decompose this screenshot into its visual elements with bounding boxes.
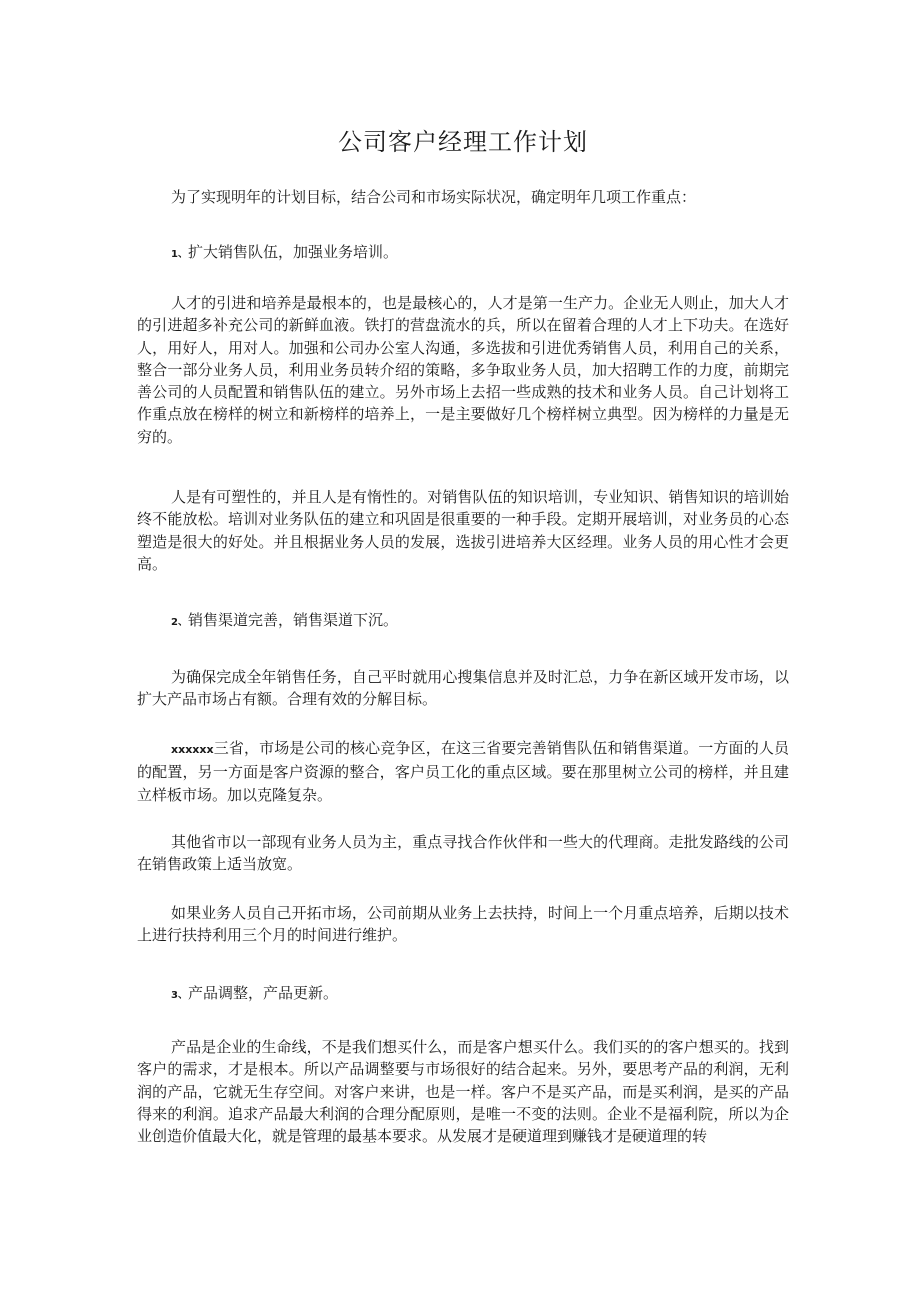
document-title: 公司客户经理工作计划 bbox=[338, 128, 588, 156]
section-1-number: 1、 bbox=[171, 249, 188, 260]
section-1-heading bbox=[171, 241, 398, 266]
section-2-heading-text: 销售渠道完善，销售渠道下沉。 bbox=[187, 611, 398, 629]
section-1-heading-text: 扩大销售队伍，加强业务培训。 bbox=[187, 243, 398, 261]
section-2-paragraph-4: 如果业务人员自己开拓市场，公司前期从业务上去扶持，时间上一个月重点培养，后期以技术上进行扶持利用三个月的时间进行维护。 bbox=[137, 904, 789, 945]
region-placeholder-code: xxxxxx bbox=[171, 743, 214, 756]
section-3-paragraph-1: 产品是企业的生命线，不是我们想买什么，而是客户想买什么。我们买的的客户想买的。找到客户的需求，才是根本。所以产品调整要与市场很好的结合起来。另外，要思考产品的利润，无利润的产品，它就无生存空间。对客户来讲，也是一样。客户不是买产品，而是买利润，是买的产品得来的利润。追求产品最大利润的合理分配原则，是唯一不变的法则。企业不是福利院，所以为企业创造价值最大化，就是管理的最基本要求。从发展才是硬道理到赚钱才是硬道理的转 bbox=[137, 1038, 789, 1146]
intro-paragraph: 为了实现明年的计划目标，结合公司和市场实际状况，确定明年几项工作重点： bbox=[171, 188, 697, 206]
section-1-paragraph-2: 人是有可塑性的，并且人是有惰性的。对销售队伍的知识培训，专业知识、销售知识的培训始终不能放松。培训对业务队伍的建立和巩固是很重要的一种手段。定期开展培训，对业务员的心态塑造是很大的好处。并且根据业务人员的发展，选拔引进培养大区经理。业务人员的用心性才会更高。 bbox=[137, 488, 789, 573]
section-2-paragraph-2 bbox=[137, 737, 789, 806]
section-1-paragraph-1: 人才的引进和培养是最根本的，也是最核心的，人才是第一生产力。企业无人则止，加大人才的引进超多补充公司的新鲜血液。铁打的营盘流水的兵，所以在留着合理的人才上下功夫。在选好人，用好人，用对人。加强和公司办公室人沟通，多选拔和引进优秀销售人员，利用自己的关系，整合一部分业务人员，利用业务员转介绍的策略，多争取业务人员，加大招聘工作的力度，前期完善公司的人员配置和销售队伍的建立。另外市场上去招一些成熟的技术和业务人员。自己计划将工作重点放在榜样的树立和新榜样的培养上，一是主要做好几个榜样树立典型。因为榜样的力量是无穷的。 bbox=[137, 294, 789, 446]
section-2-paragraph-1: 为确保完成全年销售任务，自己平时就用心搜集信息并及时汇总，力争在新区域开发市场，以扩大产品市场占有额。合理有效的分解目标。 bbox=[137, 668, 789, 709]
section-2-heading bbox=[171, 609, 398, 634]
section-2-paragraph-2-text: 三省，市场是公司的核心竞争区，在这三省要完善销售队伍和销售渠道。一方面的人员的配置，另一方面是客户资源的整合，客户员工化的重点区域。要在那里树立公司的榜样，并且建立样板市场。加以克隆复杂。 bbox=[137, 739, 789, 804]
section-3-heading bbox=[171, 982, 338, 1007]
section-2-paragraph-3: 其他省市以一部现有业务人员为主，重点寻找合作伙伴和一些大的代理商。走批发路线的公司在销售政策上适当放宽。 bbox=[137, 833, 789, 874]
section-2-number: 2、 bbox=[171, 617, 188, 628]
section-3-heading-text: 产品调整，产品更新。 bbox=[187, 984, 338, 1002]
section-3-number: 3、 bbox=[171, 990, 188, 1001]
